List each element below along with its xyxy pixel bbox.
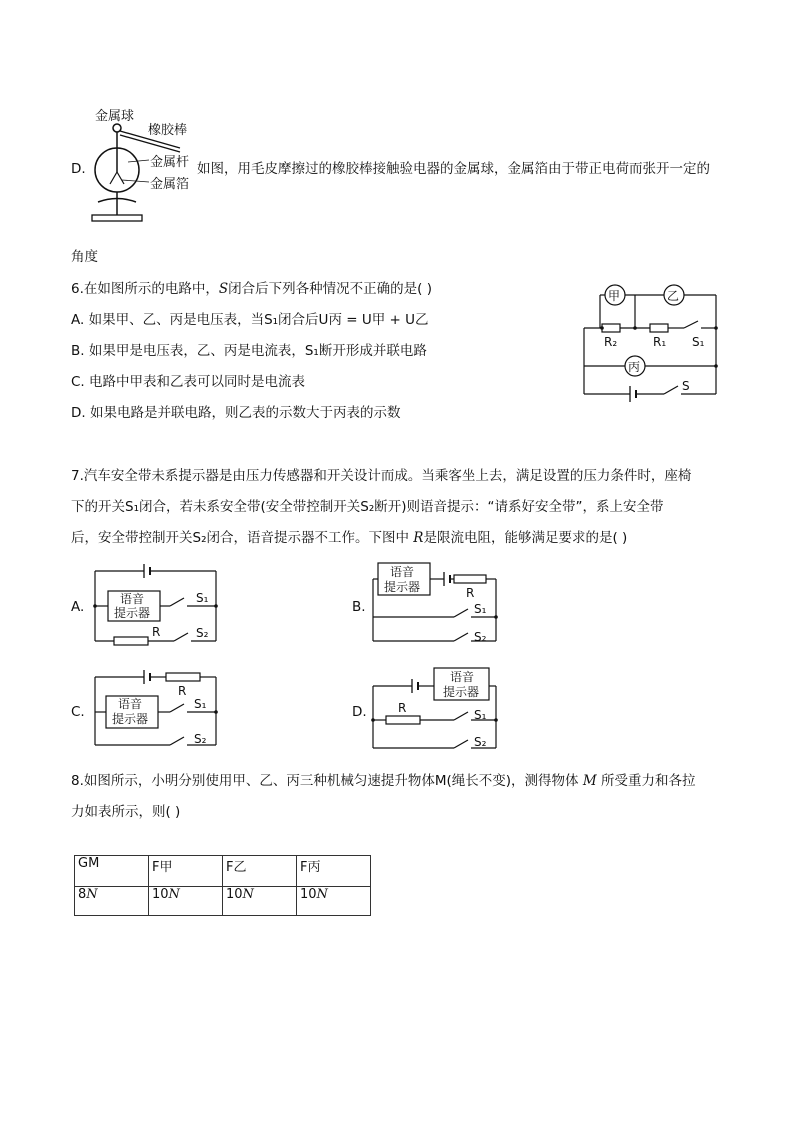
table-cell: 10N — [223, 887, 297, 916]
r2-label: R₂ — [604, 335, 618, 349]
q6-circuit-figure — [580, 280, 720, 405]
speaker-label-bottom: 提示器 — [443, 685, 480, 699]
s2-label: S₂ — [474, 630, 487, 644]
electroscope-ball-label: 金属球 — [95, 109, 135, 124]
q8-stem-line-1: 8.如图所示，小明分别使用甲、乙、丙三种机械匀速提升物体M(绳长不变)，测得物体 M 所受重力和各拉 — [71, 773, 696, 789]
speaker-label-bottom: 提示器 — [112, 712, 149, 726]
q7-option-c-label: C. — [71, 704, 85, 720]
s1-label: S₁ — [474, 602, 487, 616]
r-label: R — [178, 684, 187, 698]
electroscope-foil-label: 金属箔 — [150, 177, 190, 192]
r-label: R — [152, 625, 161, 639]
meter-jia-label: 甲 — [608, 289, 621, 303]
r-label: R — [398, 701, 407, 715]
speaker-label-top: 语音 — [118, 697, 143, 711]
q7-circuit-c — [90, 667, 225, 752]
q6-option-c: C. 电路中甲表和乙表可以同时是电流表 — [71, 374, 306, 390]
r1-label: R₁ — [653, 335, 667, 349]
table-cell: 10N — [297, 887, 371, 916]
s-label: S — [682, 379, 690, 393]
electroscope-figure — [80, 100, 200, 230]
speaker-label-top: 语音 — [120, 592, 145, 606]
s1-label: S₁ — [692, 335, 705, 349]
q7-option-a-label: A. — [71, 599, 85, 615]
speaker-label-top: 语音 — [390, 565, 415, 579]
force-table — [74, 855, 371, 916]
q7-option-b-label: B. — [352, 599, 366, 615]
q6-option-a: A. 如果甲、乙、丙是电压表，当S₁闭合后U丙 = U甲 + U乙 — [71, 312, 429, 328]
q6-option-b: B. 如果甲是电压表，乙、丙是电流表，S₁断开形成并联电路 — [71, 343, 427, 359]
meter-yi-label: 乙 — [667, 289, 680, 303]
table-header-row — [75, 856, 371, 887]
table-header-cell: F丙 — [297, 856, 371, 887]
q7-circuit-a — [90, 563, 225, 653]
q6-option-d: D. 如果电路是并联电路，则乙表的示数大于丙表的示数 — [71, 405, 401, 421]
q7-option-d-label: D. — [352, 704, 367, 720]
electroscope-rod-label: 橡胶棒 — [148, 123, 188, 138]
s2-label: S₂ — [474, 735, 487, 749]
q7-circuit-b — [370, 561, 505, 651]
table-row — [75, 887, 371, 916]
s1-label: S₁ — [194, 697, 207, 711]
s2-label: S₂ — [196, 626, 209, 640]
q7-circuit-d — [370, 664, 505, 754]
meter-bing-label: 丙 — [628, 360, 641, 374]
table-header-cell: F乙 — [223, 856, 297, 887]
s1-label: S₁ — [474, 708, 487, 722]
table-header-cell: GM — [75, 856, 149, 887]
s1-label: S₁ — [196, 591, 209, 605]
s2-label: S₂ — [194, 732, 207, 746]
speaker-label-bottom: 提示器 — [384, 580, 421, 594]
q7-stem-line-1: 7.汽车安全带未系提示器是由压力传感器和开关设计而成。当乘客坐上去，满足设置的压力条件时，座椅 — [71, 468, 692, 484]
q7-stem-line-3: 后，安全带控制开关S₂闭合，语音提示器不工作。下图中 R是限流电阻，能够满足要求的是( ) — [71, 530, 628, 546]
q5-option-d-text: 如图，用毛皮摩擦过的橡胶棒接触验电器的金属球，金属箔由于带正电荷而张开一定的 — [197, 161, 710, 177]
table-header-cell: F甲 — [149, 856, 223, 887]
q6-stem: 6.在如图所示的电路中，S闭合后下列各种情况不正确的是( ) — [71, 281, 432, 297]
speaker-label-bottom: 提示器 — [114, 606, 151, 620]
q7-stem-line-2: 下的开关S₁闭合，若未系安全带(安全带控制开关S₂断开)则语音提示：“请系好安全带”，系上安全带 — [71, 499, 664, 515]
electroscope-stem-label: 金属杆 — [150, 155, 190, 170]
speaker-label-top: 语音 — [450, 670, 475, 684]
q5-option-d-label: D. — [71, 161, 86, 177]
r-label: R — [466, 586, 475, 600]
q5-option-d-text-cont: 角度 — [71, 249, 98, 265]
q8-stem-line-2: 力如表所示，则( ) — [71, 804, 181, 820]
table-cell: 8N — [75, 887, 149, 916]
table-cell: 10N — [149, 887, 223, 916]
